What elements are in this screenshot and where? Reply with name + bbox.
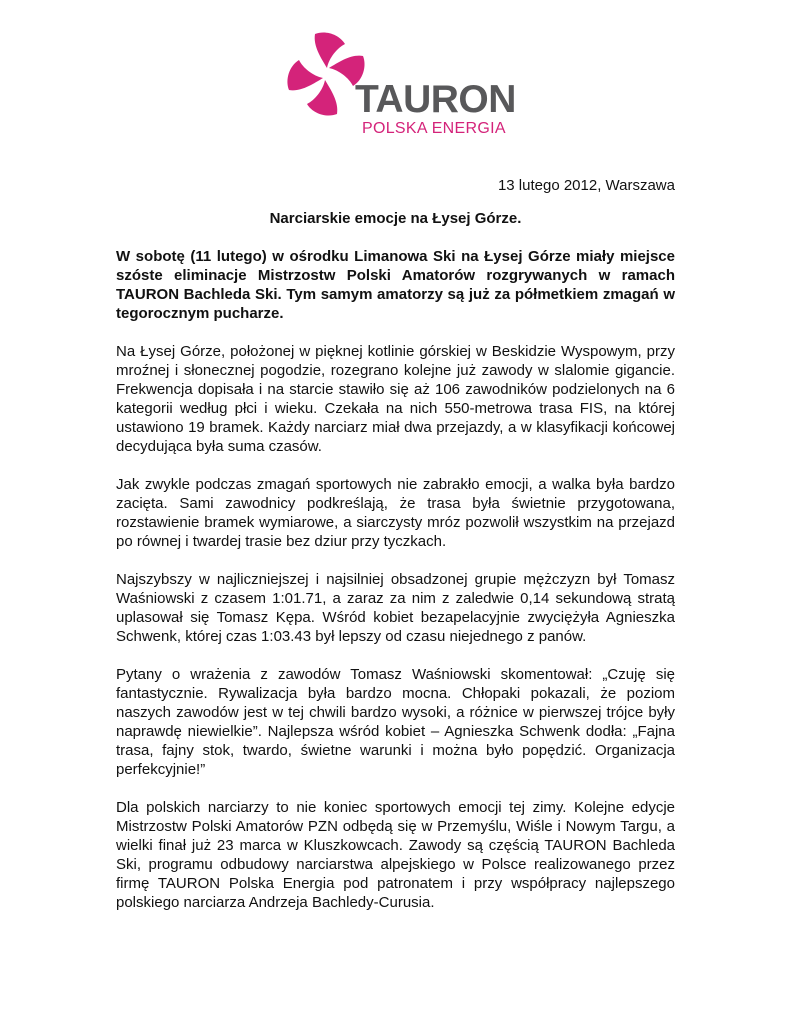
body-paragraph: Najszybszy w najliczniejszej i najsilniej obsadzonej grupie mężczyzn był Tomasz Waśniowski z czasem 1:01.71, a zaraz za nim z zaledwie 0,14 sekundową stratą uplasował się Tomasz Kępa. Wśród kobiet bezapelacyjnie zwyciężyła Agnieszka Schwenk, której czas 1:03.43 był lepszy od czasu niejednego z panów. — [116, 571, 675, 645]
body-paragraph: Jak zwykle podczas zmagań sportowych nie zabrakło emocji, a walka była bardzo zacięta. Sami zawodnicy podkreślają, że trasa była świetnie przygotowana, rozstawienie bramek wymiarowe, a siarczysty mróz pozwolił wszystkim na przejazd po równej i twardej trasie bez dziur przy tyczkach. — [116, 476, 675, 550]
document-body — [116, 247, 675, 931]
logo-petal-left — [287, 60, 323, 90]
document-date: 13 lutego 2012, Warszawa — [497, 177, 675, 194]
logo-brand-text: TAURON — [355, 78, 516, 121]
document-title: Narciarskie emocje na Łysej Górze. — [269, 210, 522, 227]
body-paragraph: Na Łysej Górze, położonej w pięknej kotlinie górskiej w Beskidzie Wyspowym, przy mroźnej i słonecznej pogodzie, rozegrano kolejne już zawody w slalomie gigancie. Frekwencja dopisała i na starcie stawiło się aż 106 zawodników podzielonych na 6 kategorii według płci i wieku. Czekała na nich 550-metrowa trasa FIS, na której ustawiono 19 bramek. Każdy narciarz miał dwa przejazdy, a w klasyfikacji końcowej decydująca była suma czasów. — [116, 343, 675, 455]
tauron-logo — [285, 28, 515, 138]
logo-subtitle-text: POLSKA ENERGIA — [362, 120, 506, 137]
body-paragraph: Dla polskich narciarzy to nie koniec sportowych emocji tej zimy. Kolejne edycje Mistrzostw Polski Amatorów PZN odbędą się w Przemyślu, Wiśle i Nowym Targu, a wielki finał już 23 marca w Kluszkowcach. Zawody są częścią TAURON Bachleda Ski, programu odbudowy narciarstwa alpejskiego w Polsce realizowanego przez firmę TAURON Polska Energia pod patronatem i przy współpracy najlepszego polskiego narciarza Andrzeja Bachledy-Curusia. — [116, 799, 675, 911]
lead-paragraph: W sobotę (11 lutego) w ośrodku Limanowa Ski na Łysej Górze miały miejsce szóste eliminacje Mistrzostw Polski Amatorów rozgrywanych w ramach TAURON Bachleda Ski. Tym samym amatorzy są już za półmetkiem zmagań w tegorocznym pucharze. — [116, 248, 675, 322]
logo-petal-bottom — [307, 80, 337, 116]
body-paragraph: Pytany o wrażenia z zawodów Tomasz Waśniowski skomentował: „Czuję się fantastycznie. Rywalizacja była bardzo mocna. Chłopaki pokazali, że poziom naszych zawodów jest w tej chwili bardzo wysoki, a różnice w pierwszej trójce były naprawdę niewielkie”. Najlepsza wśród kobiet – Agnieszka Schwenk dodła: „Fajna trasa, fajny stok, twardo, świetne warunki i można było popędzić. Organizacja perfekcyjnie!” — [116, 666, 675, 778]
